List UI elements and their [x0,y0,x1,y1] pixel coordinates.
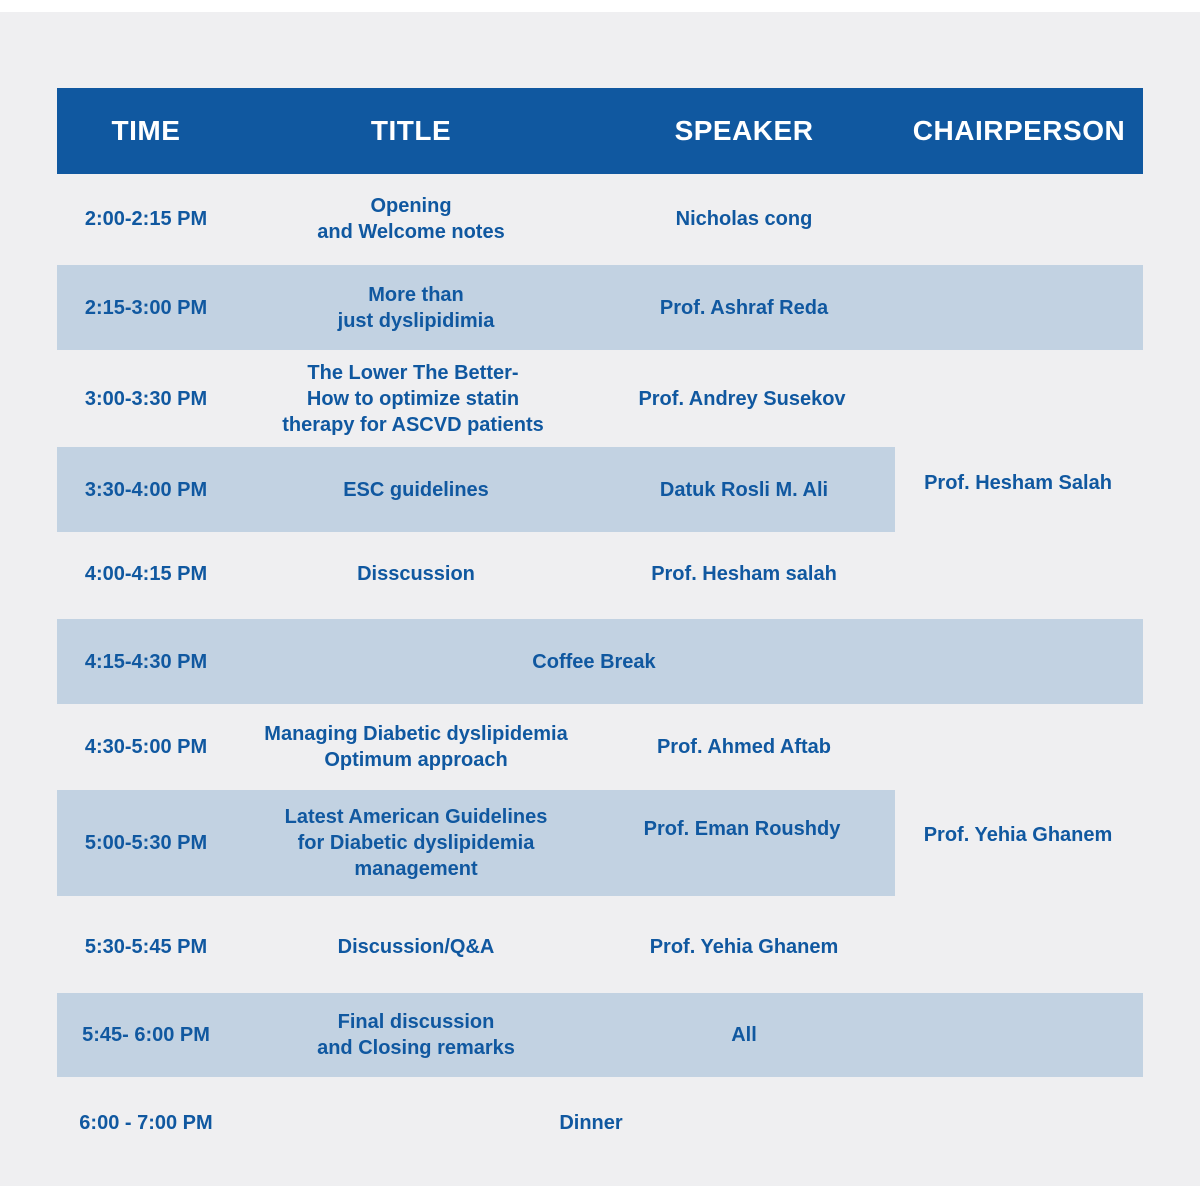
table-row-time [57,790,235,896]
title-text: More than just dyslipidimia [337,283,495,332]
title-text: Final discussion and Closing remarks [317,1011,515,1059]
table-row-speaker [590,532,898,616]
speaker-text: Prof. Andrey Susekov [638,387,846,410]
time-text: 4:00-4:15 PM [84,563,208,585]
speaker-text: Prof. Yehia Ghanem [649,936,839,958]
table-row-time [50,1080,242,1166]
title-text: Disscussion [357,563,475,585]
title-text: ESC guidelines [343,478,489,501]
table-row-speaker [590,904,898,990]
speaker-text: Datuk Rosli M. Ali [659,478,829,501]
time-text: 2:15-3:00 PM [84,296,208,319]
table-row-time [57,993,235,1077]
time-text: 4:30-5:00 PM [84,736,208,758]
chairperson-text: Prof. Yehia Ghanem [923,824,1113,846]
table-row-title [441,1080,741,1166]
time-text: 3:30-4:00 PM [84,478,208,501]
time-text: 3:00-3:30 PM [84,387,208,410]
table-row-title [226,704,606,790]
header-title: TITLE [370,115,452,146]
chairperson-cell [895,350,1141,616]
header-time: TIME [111,115,181,146]
table-row-speaker [590,993,898,1077]
table-row-speaker [590,176,898,261]
speaker-text: All [731,1024,757,1046]
table-row-title [235,904,597,990]
table-row-speaker [590,350,894,447]
time-text: 5:30-5:45 PM [84,936,208,958]
table-row-time [57,176,235,261]
table-row-title [235,532,597,616]
speaker-text: Prof. Hesham salah [651,563,837,585]
table-row-time [57,904,235,990]
table-row-time [57,619,235,704]
table-row-title [235,790,597,896]
time-text: 2:00-2:15 PM [84,207,208,230]
header-chairperson: CHAIRPERSON [912,115,1126,146]
speaker-text: Nicholas cong [675,207,813,230]
chairperson-text: Prof. Hesham Salah [924,472,1112,494]
title-text: The Lower The Better- How to optimize statin therapy for ASCVD patients [282,361,544,436]
table-row-time [57,704,235,790]
chairperson-cell [895,704,1141,966]
table-row-title [235,350,591,447]
table-row-speaker [590,776,894,882]
speaker-text: Prof. Ashraf Reda [659,296,829,319]
table-row-title [444,619,744,704]
time-text: 5:00-5:30 PM [84,832,208,854]
header-speaker: SPEAKER [674,115,814,146]
table-row-title [235,447,597,532]
title-text: Coffee Break [532,650,656,673]
title-text: Managing Diabetic dyslipidemia Optimum approach [264,723,568,771]
speaker-text: Prof. Eman Roushdy [643,818,841,840]
time-text: 5:45- 6:00 PM [82,1024,210,1046]
title-text: Latest American Guidelines for Diabetic dyslipidemia management [284,806,548,880]
table-row-title [235,993,597,1077]
time-text: 6:00 - 7:00 PM [79,1112,213,1134]
title-text: Opening and Welcome notes [317,194,505,243]
table-row-title [235,176,587,261]
title-text: Dinner [559,1112,623,1134]
speaker-text: Prof. Ahmed Aftab [656,736,832,758]
table-row-time [57,532,235,616]
table-row-title [235,265,597,350]
time-text: 4:15-4:30 PM [84,650,208,673]
table-row-time [57,265,235,350]
table-row-time [57,350,235,447]
table-row-speaker [590,265,898,350]
table-row-time [57,447,235,532]
title-text: Discussion/Q&A [337,936,495,958]
table-header [57,88,1143,174]
table-row-speaker [590,447,898,532]
